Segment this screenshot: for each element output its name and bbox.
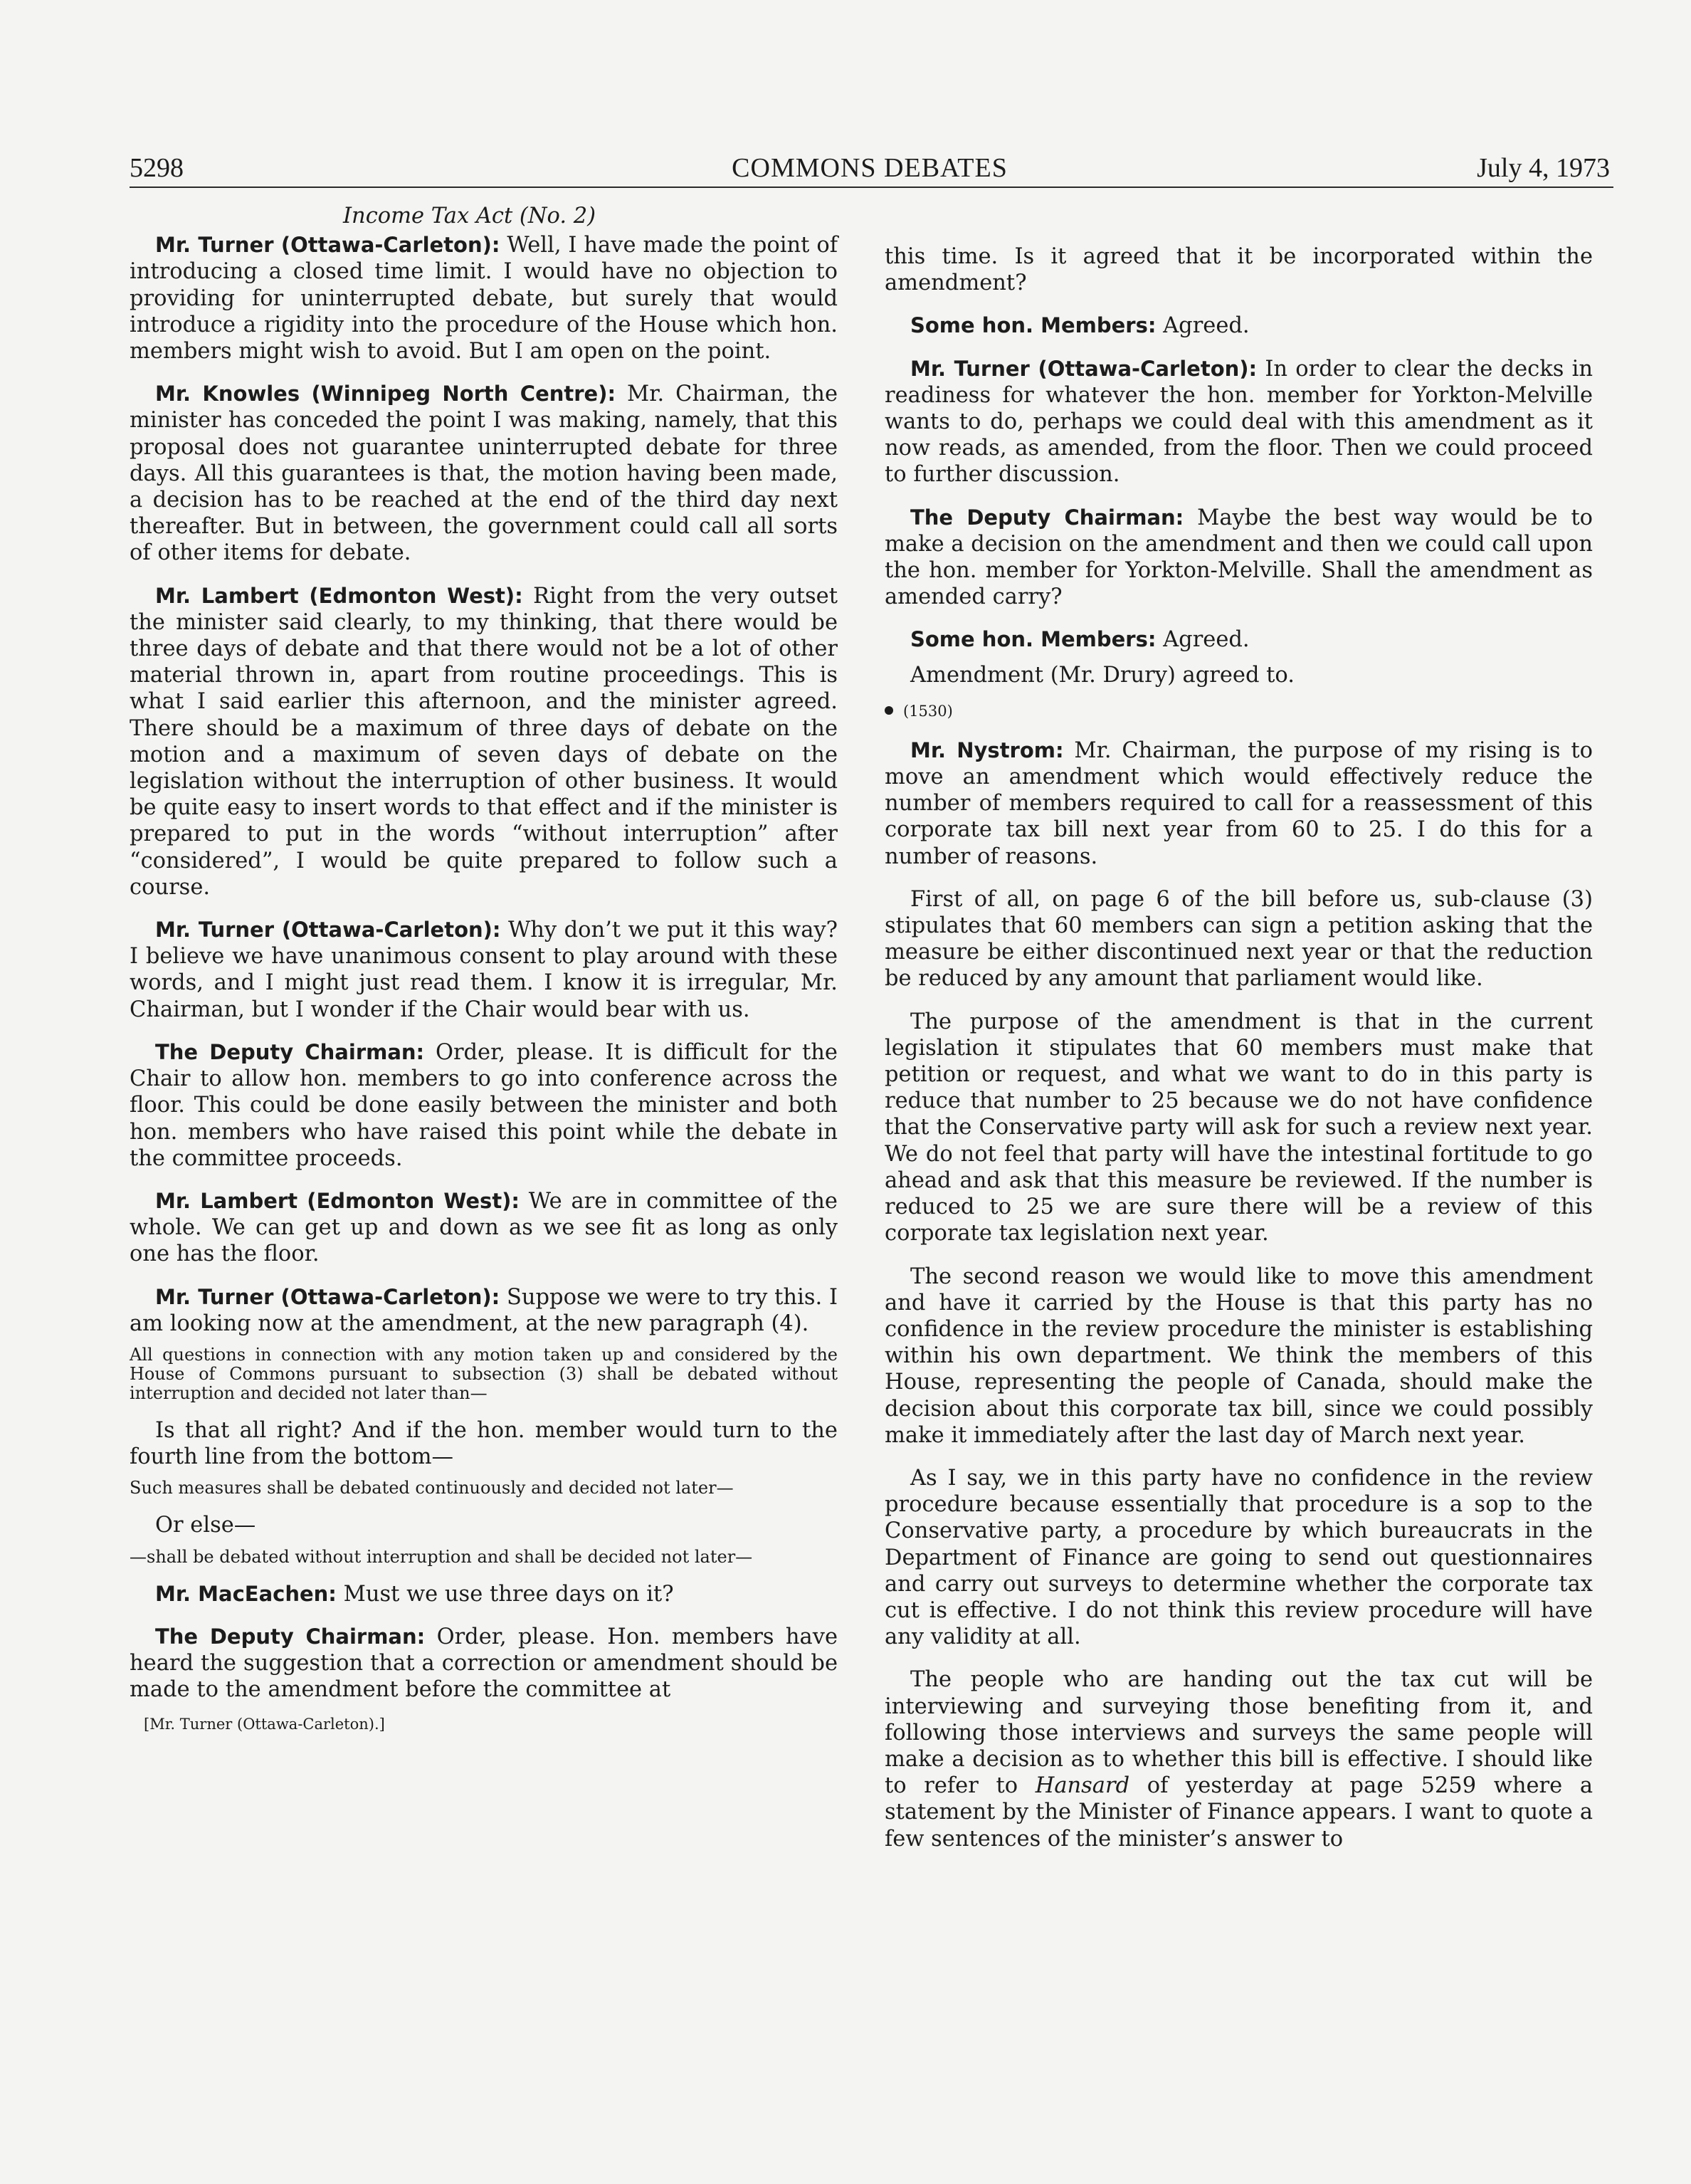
paragraph — [130, 583, 838, 901]
speech-text: Right from the very outset the minister said clearly, to my thinking, that there would be three days of debate and that there would not be a lot of other material thrown in, apart from routine proceedings. This is what I said earlier this afternoon, and the minister agreed. There should be a maximum of three days of debate on the motion and a maximum of seven days of debate on the legislation without the interruption of other business. It would be quite easy to insert words to that effect and if the minister is prepared to put in the words “without interruption” after “considered”, I would be quite prepared to follow such a course. — [130, 583, 838, 900]
speech-text: Maybe the best way would be to make a decision on the amendment and then we could call upon the hon. member for Yorkton-Melville. Shall the amendment as amended carry? — [885, 505, 1593, 610]
right-column — [885, 243, 1593, 1869]
header-rule — [130, 187, 1613, 188]
speaker-name: The Deputy Chairman: — [155, 1039, 425, 1064]
paragraph — [130, 917, 838, 1023]
speech-text: Well, I have made the point of introducing a closed time limit. I would have no objection to providing for uninterrupted debate, but surely that would introduce a rigidity into the procedure of the House which hon. members might wish to avoid. But I am open on the point. — [130, 233, 838, 364]
subject-heading: Income Tax Act (No. 2) — [343, 204, 596, 229]
speaker-name: The Deputy Chairman: — [155, 1624, 426, 1649]
left-column — [130, 203, 838, 1733]
speech-text: We are in committee of the whole. We can get up and down as we see fit as long as only one has the floor. — [130, 1188, 838, 1267]
speech-text: of yesterday at page 5259 where a statement by the Minister of Finance appears. I want to quote a few sentences of the minister’s answer to — [885, 1773, 1593, 1852]
speaker-name: Mr. Turner (Ottawa-Carleton): — [155, 233, 500, 258]
speech-text: Agreed. — [1156, 313, 1250, 339]
publication-reference: Hansard — [1035, 1773, 1130, 1799]
paragraph — [130, 1581, 838, 1607]
speaker-name: Mr. Turner (Ottawa-Carleton): — [155, 918, 501, 943]
speech-text: Order, please. It is difficult for the Chair to allow hon. members to go into conference across the floor. This could be done easily between the minister and both hon. members who have raised this point while the debate in the committee proceeds. — [130, 1039, 838, 1171]
paragraph: Or else— — [155, 1513, 256, 1538]
paragraph — [885, 737, 1593, 870]
paragraph — [130, 1188, 838, 1268]
paragraph — [130, 381, 838, 566]
footnote: [Mr. Turner (Ottawa-Carleton).] — [144, 1716, 385, 1733]
page-date: July 4, 1973 — [1477, 153, 1610, 183]
speaker-name: Mr. Lambert (Edmonton West): — [155, 1188, 520, 1213]
speaker-name: Mr. Knowles (Winnipeg North Centre): — [155, 382, 616, 406]
paragraph — [130, 1284, 838, 1337]
speaker-name: Some hon. Members: — [910, 313, 1157, 338]
paragraph: The second reason we would like to move this amendment and have it carried by the House is that this party has no confidence in the review procedure the minister is establishing within his own department. We think the members of this House, representing the people of Canada, should make the decision about this corporate tax bill, since we could possibly make it immediately after the last day of March next year. — [885, 1264, 1593, 1448]
paragraph: As I say, we in this party have no confidence in the review procedure because essentially that procedure is a sop to the Conservative party, a procedure by which bureaucrats in the Department of Finance are going to send out questionnaires and carry out surveys to determine whether the corporate tax cut is effective. I do not think this review procedure will have any validity at all. — [885, 1465, 1593, 1650]
paragraph — [130, 1624, 838, 1703]
paragraph: this time. Is it agreed that it be incorporated within the amendment? — [885, 244, 1593, 296]
paragraph — [130, 232, 838, 364]
paragraph — [130, 1039, 838, 1172]
paragraph: The purpose of the amendment is that in the current legislation it stipulates that 60 members must make that petition or request, and what we want to do in this party is reduce that number to 25 because we do not have confidence that the Conservative party will ask for such a review next year. We do not feel that party will have the intestinal fortitude to go ahead and ask that this measure be reviewed. If the number is reduced to 25 we are sure there will be a review of this corporate tax legislation next year. — [885, 1009, 1593, 1246]
speaker-name: Mr. Turner (Ottawa-Carleton): — [910, 356, 1258, 381]
speech-text: In order to clear the decks in readiness for whatever the hon. member for Yorkton-Melville wants to do, perhaps we could deal with this amendment as it now reads, as amended, from the floor. Then we could proceed to further discussion. — [885, 356, 1593, 488]
bullet-icon — [885, 706, 893, 715]
speech-text: Agreed. — [1156, 627, 1250, 653]
speech-text: Mr. Chairman, the minister has conceded the point I was making, namely, that this proposal does not guarantee uninterrupted debate for three days. All this guarantees is that, the motion having been made, a decision has to be reached at the end of the third day next thereafter. But in between, the government could call all sorts of other items for debate. — [130, 382, 838, 566]
speech-text: Order, please. Hon. members have heard the suggestion that a correction or amendment should be made to the amendment before the committee at — [130, 1624, 838, 1703]
quoted-text: All questions in connection with any motion taken up and considered by the House of Commons pursuant to subsection (3) shall be debated without interruption and decided not later than— — [130, 1344, 838, 1403]
speaker-name: The Deputy Chairman: — [910, 505, 1184, 530]
time-marker — [885, 702, 1593, 720]
speech-text: Must we use three days on it? — [336, 1581, 674, 1607]
paragraph: Amendment (Mr. Drury) agreed to. — [910, 662, 1295, 688]
time-stamp: (1530) — [903, 702, 953, 720]
paragraph: Is that all right? And if the hon. member would turn to the fourth line from the bottom— — [130, 1417, 838, 1470]
page-number: 5298 — [130, 153, 184, 183]
speech-text: Mr. Chairman, the purpose of my rising is to move an amendment which would effectively reduce the number of members required to call for a reassessment of this corporate tax bill next year from 60 to 25. I do this for a number of reasons. — [885, 737, 1593, 869]
speaker-name: Mr. Turner (Ottawa-Carleton): — [155, 1284, 500, 1309]
speaker-name: Mr. MacEachen: — [155, 1581, 337, 1606]
speech-text: Why don’t we put it this way? I believe we have unanimous consent to play around with these words, and I might just read them. I know it is irregular, Mr. Chairman, but I wonder if the Chair would bear with us. — [130, 918, 838, 1022]
page-header — [130, 152, 1610, 188]
quoted-text: Such measures shall be debated continuously and decided not later— — [130, 1478, 734, 1498]
paragraph — [885, 1666, 1593, 1852]
speech-text: The people who are handing out the tax cut will be interviewing and surveying those benefiting from it, and following those interviews and surveys the same people will make a decision as to whether this bill is effective. I should like to refer to — [885, 1667, 1593, 1799]
speaker-name: Mr. Lambert (Edmonton West): — [155, 583, 523, 608]
paragraph — [885, 626, 1593, 653]
paragraph: First of all, on page 6 of the bill before us, sub-clause (3) stipulates that 60 members can sign a petition asking that the measure be either discontinued next year or that the reduction be reduced by any amount that parliament would like. — [885, 886, 1593, 992]
speaker-name: Some hon. Members: — [910, 627, 1157, 652]
quoted-text: —shall be debated without interruption and shall be decided not later— — [130, 1546, 753, 1567]
speech-text: Suppose we were to try this. I am looking now at the amendment, at the new paragraph (4). — [130, 1284, 838, 1336]
paragraph — [885, 356, 1593, 488]
speaker-name: Mr. Nystrom: — [910, 737, 1064, 762]
paragraph — [885, 505, 1593, 611]
publication-title: COMMONS DEBATES — [732, 153, 1008, 183]
paragraph — [885, 313, 1593, 339]
